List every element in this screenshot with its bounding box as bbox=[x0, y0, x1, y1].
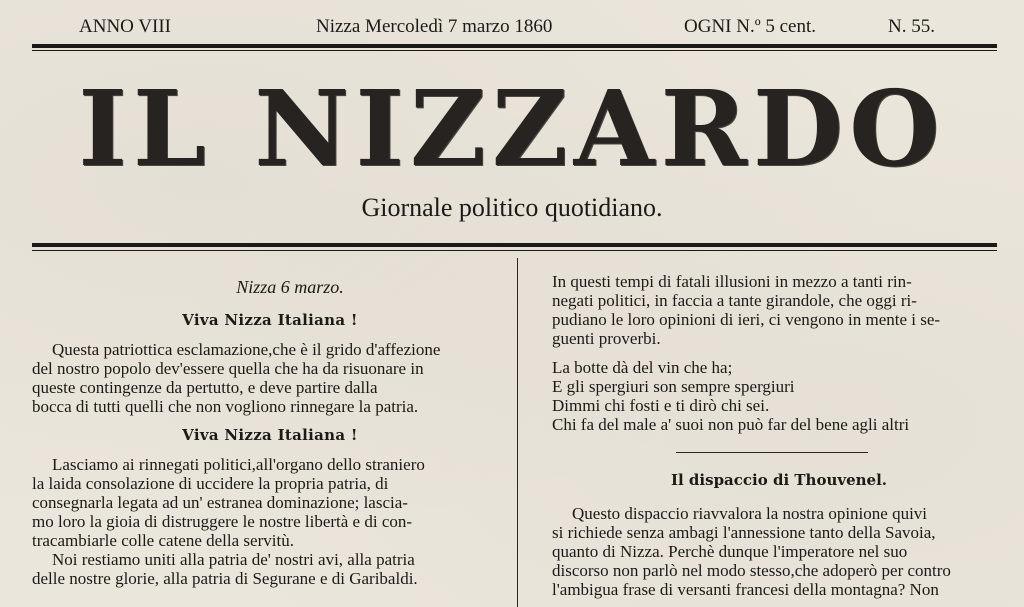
text-line: Questa patriottica esclamazione,che è il grido d'affezione bbox=[52, 340, 441, 359]
article-paragraph bbox=[32, 455, 508, 588]
article-paragraph bbox=[32, 340, 508, 416]
left-column bbox=[32, 278, 508, 598]
article-paragraph bbox=[552, 504, 1006, 599]
text-line: discorso non parlò nel modo stesso,che adoperò per contro bbox=[552, 561, 951, 580]
text-line: tracambiarle colle catene della servitù. bbox=[32, 531, 294, 550]
column-divider bbox=[517, 258, 518, 607]
text-line: Noi restiamo uniti alla patria de' nostri avi, alla patria bbox=[52, 550, 415, 569]
section-divider bbox=[676, 452, 868, 453]
text-line: negati politici, in faccia a tante girandole, che oggi ri- bbox=[552, 291, 917, 310]
year-volume: ANNO VIII bbox=[79, 16, 171, 37]
text-line: del nostro popolo dev'essere quella che ha da risuonare in bbox=[32, 359, 424, 378]
header-info-line bbox=[0, 14, 1024, 44]
masthead-rule-thick bbox=[32, 243, 997, 247]
top-rule-thick bbox=[32, 44, 997, 48]
masthead-title: IL NIZZARDO bbox=[78, 67, 946, 190]
text-line: mo loro la gioia di distruggere le nostre libertà e di con- bbox=[32, 512, 413, 531]
article-heading: Il dispaccio di Thouvenel. bbox=[671, 471, 887, 489]
article-heading: Viva Nizza Italiana ! bbox=[182, 311, 358, 329]
text-line: pudiano le loro opinioni di ieri, ci vengono in mente i se- bbox=[552, 310, 941, 329]
text-line: si richiede senza ambagi l'annessione tanto della Savoia, bbox=[552, 523, 936, 542]
top-rule-thin bbox=[32, 50, 997, 51]
masthead-rule-thin bbox=[32, 250, 997, 251]
verse-line: E gli spergiuri son sempre spergiuri bbox=[552, 377, 795, 396]
verse-line: La botte dà del vin che ha; bbox=[552, 358, 733, 377]
text-line: In questi tempi di fatali illusioni in mezzo a tanti rin- bbox=[552, 272, 912, 291]
text-line: Lasciamo ai rinnegati politici,all'organo dello straniero bbox=[52, 455, 425, 474]
issue-number: N. 55. bbox=[888, 16, 935, 37]
verse-line: Chi fa del male a' suoi non può far del bene agli altri bbox=[552, 415, 910, 434]
text-line: quanto di Nizza. Perchè dunque l'imperatore nel suo bbox=[552, 542, 908, 561]
issue-price: OGNI N.º 5 cent. bbox=[684, 16, 816, 37]
right-column bbox=[552, 272, 1006, 607]
text-line: guenti proverbi. bbox=[552, 329, 661, 348]
article-heading: Viva Nizza Italiana ! bbox=[182, 426, 358, 444]
verse-line: Dimmi chi fosti e ti dirò chi sei. bbox=[552, 396, 770, 415]
text-line: l'ambigua frase di versanti francesi della montagna? Non bbox=[552, 580, 939, 599]
text-line: delle nostre glorie, alla patria di Segurane e di Garibaldi. bbox=[32, 569, 418, 588]
text-line: bocca di tutti quelli che non vogliono rinnegare la patria. bbox=[32, 397, 419, 416]
text-line: Questo dispaccio riavvalora la nostra opinione quivi bbox=[572, 504, 928, 523]
dateline: Nizza 6 marzo. bbox=[236, 277, 344, 297]
masthead-subtitle: Giornale politico quotidiano. bbox=[361, 193, 663, 222]
issue-date: Nizza Mercoledì 7 marzo 1860 bbox=[316, 16, 553, 37]
article-paragraph bbox=[552, 272, 1006, 348]
text-line: la laida consolazione di uccidere la propria patria, di bbox=[32, 474, 389, 493]
proverbs-verse bbox=[552, 358, 1006, 434]
text-line: queste contingenze da pertutto, e deve partire dalla bbox=[32, 378, 378, 397]
text-line: consegnarla legata ad un' estranea dominazione; lascia- bbox=[32, 493, 408, 512]
